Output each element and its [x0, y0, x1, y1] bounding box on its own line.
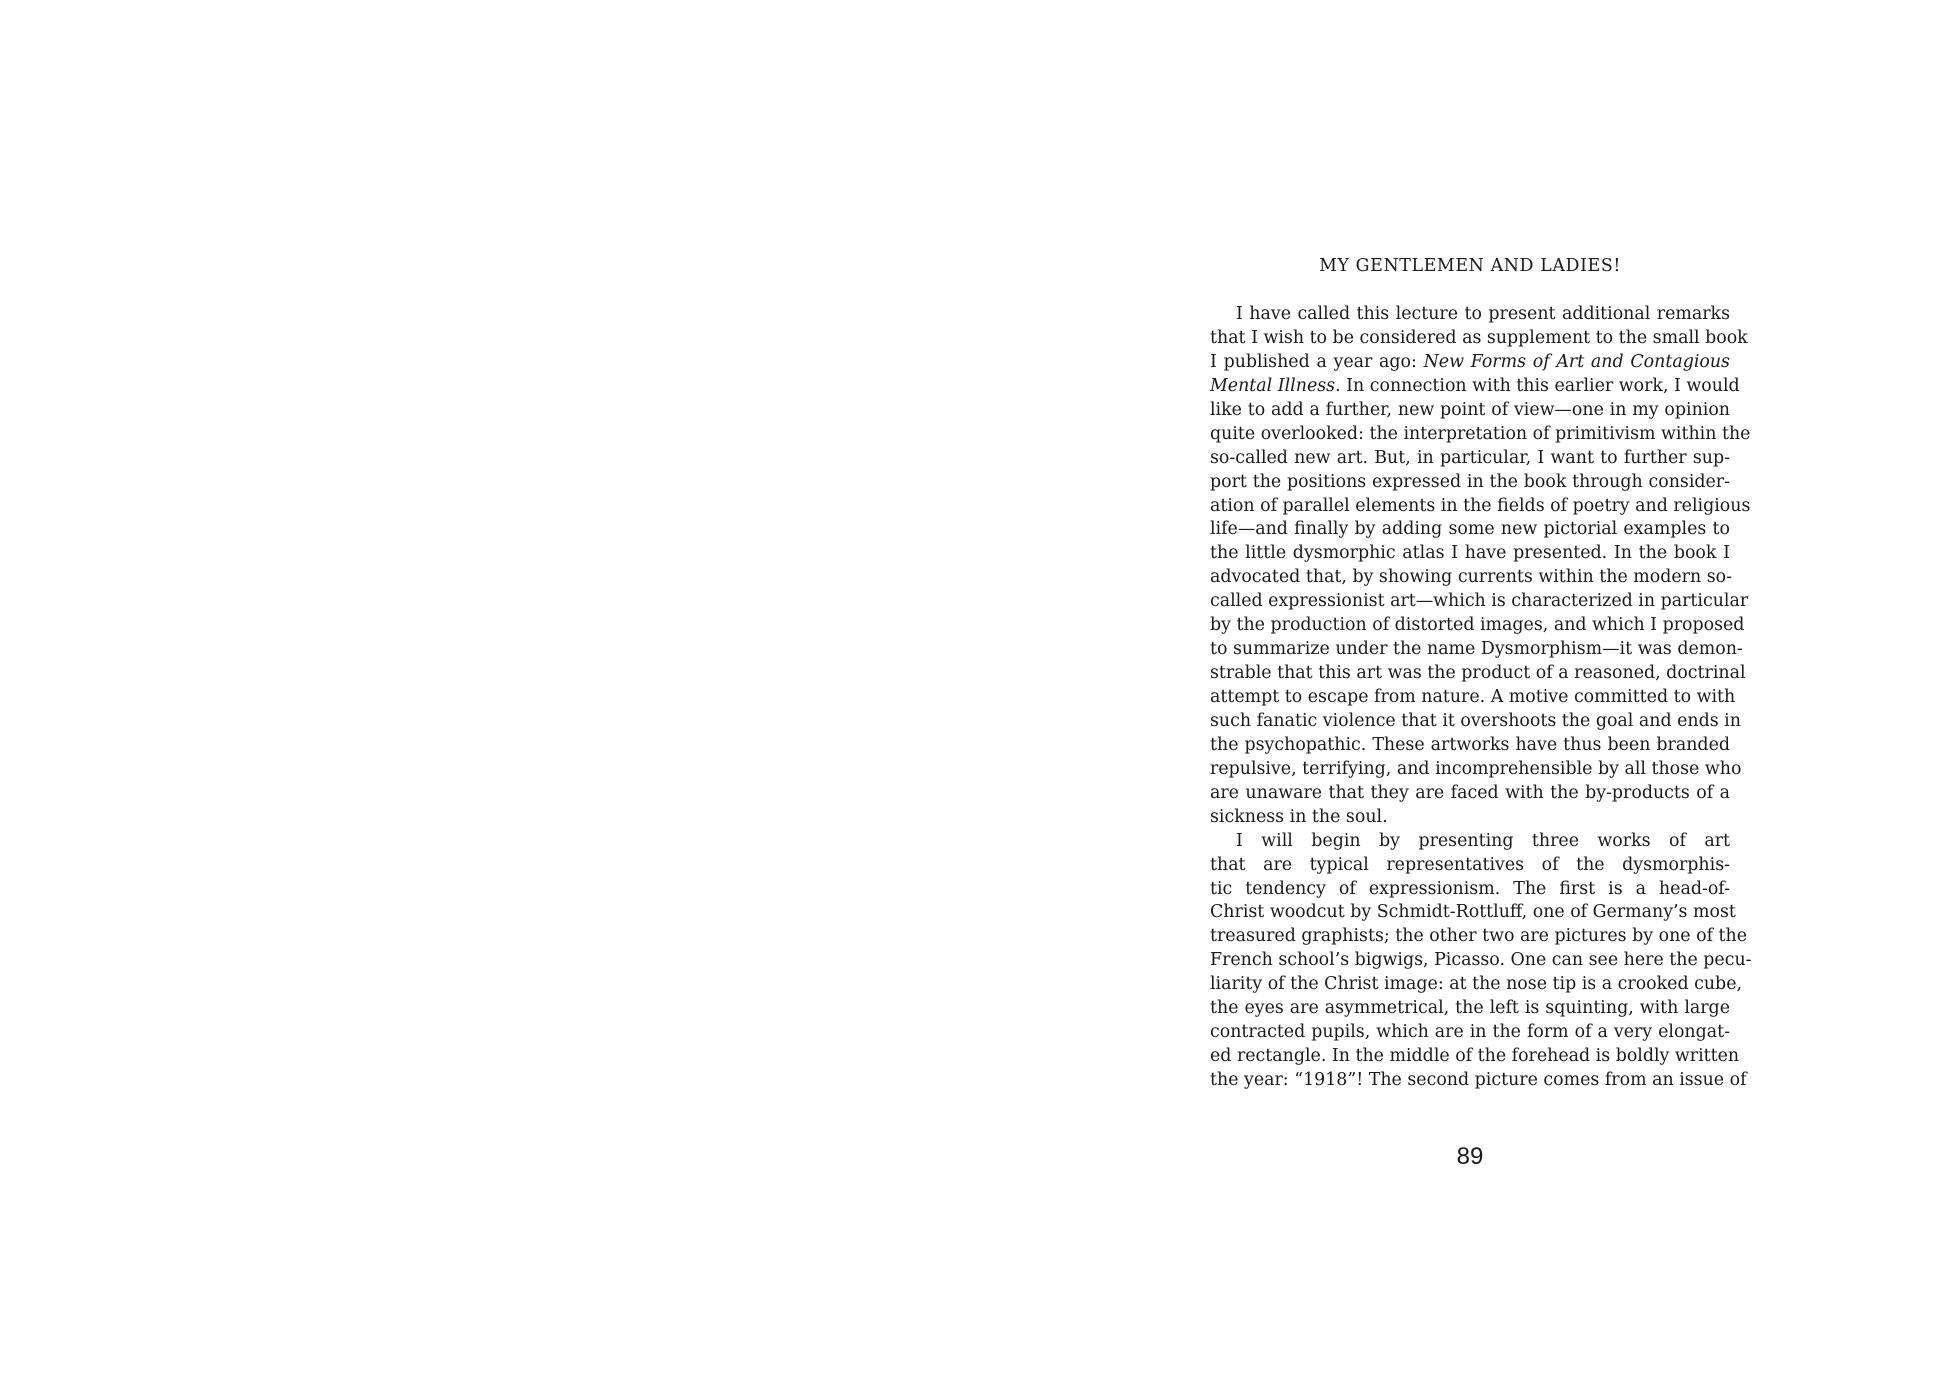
text-line — [1210, 854, 1730, 878]
right-page — [973, 0, 1946, 1382]
line-text: advocated that, by showing currents within the modern so- — [1210, 567, 1732, 588]
text-line — [1210, 614, 1745, 638]
chapter-heading: MY GENTLEMEN AND LADIES! — [1319, 256, 1621, 276]
text-line — [1210, 949, 1752, 973]
line-text: ed rectangle. In the middle of the forehead is boldly written — [1210, 1046, 1740, 1067]
line-text: to summarize under the name Dysmorphism—it was demon- — [1210, 639, 1743, 660]
text-line — [1210, 399, 1730, 423]
line-text: port the positions expressed in the book through consider- — [1210, 471, 1730, 492]
line-text: called expressionist art—which is characterized in particular — [1210, 591, 1749, 612]
text-line — [1210, 878, 1730, 902]
line-text: like to add a further, new point of view—one in my opinion — [1210, 399, 1730, 420]
text-line — [1210, 447, 1730, 471]
text-line — [1210, 495, 1751, 519]
line-text: strable that this art was the product of a reasoned, doctrinal — [1210, 663, 1746, 684]
line-text: are unaware that they are faced with the by-products of a — [1210, 782, 1730, 803]
text-line — [1210, 327, 1748, 351]
line-text-after: . In connection with this earlier work, I would — [1335, 375, 1740, 396]
line-text: contracted pupils, which are in the form of a very elongat- — [1210, 1022, 1730, 1043]
line-text: by the production of distorted images, and which I proposed — [1210, 615, 1745, 636]
body-text — [1210, 303, 1752, 1093]
text-line — [1210, 806, 1730, 830]
text-line — [1210, 1069, 1747, 1093]
book-title-italic: New Forms of Art and Contagious — [1423, 351, 1730, 372]
line-text: the little dysmorphic atlas I have presented. In the book I — [1210, 543, 1730, 564]
text-line — [1210, 901, 1736, 925]
line-text: the psychopathic. These artworks have thus been branded — [1210, 734, 1730, 755]
book-title-italic: Mental Illness — [1210, 375, 1336, 396]
line-text: that are typical representatives of the dysmorphis- — [1210, 854, 1730, 875]
line-text: the eyes are asymmetrical, the left is squinting, with large — [1210, 998, 1730, 1019]
text-line — [1210, 542, 1730, 566]
text-line — [1210, 973, 1743, 997]
line-text: I will begin by presenting three works of art — [1236, 830, 1730, 851]
text-line — [1210, 303, 1730, 327]
line-text: ation of parallel elements in the fields of poetry and religious — [1210, 495, 1751, 516]
text-line — [1210, 590, 1749, 614]
text-line — [1210, 758, 1742, 782]
text-line — [1210, 710, 1741, 734]
page-number: 89 — [1456, 1143, 1484, 1170]
line-text: quite overlooked: the interpretation of primitivism within the — [1210, 423, 1751, 444]
line-text: French school’s bigwigs, Picasso. One can see here the pecu- — [1210, 950, 1752, 971]
text-line — [1210, 638, 1743, 662]
text-line — [1210, 997, 1730, 1021]
line-text: that I wish to be considered as supplement to the small book — [1210, 327, 1748, 348]
text-line — [1210, 925, 1748, 949]
text-line — [1210, 351, 1730, 375]
line-text: life—and finally by adding some new pictorial examples to — [1210, 519, 1730, 540]
line-text: repulsive, terrifying, and incomprehensible by all those who — [1210, 758, 1742, 779]
line-text: treasured graphists; the other two are pictures by one of the — [1210, 926, 1748, 947]
text-line — [1210, 375, 1740, 399]
text-line — [1210, 1045, 1740, 1069]
text-line — [1210, 662, 1746, 686]
text-line — [1210, 566, 1730, 590]
text-line — [1210, 471, 1730, 495]
text-line — [1210, 423, 1751, 447]
text-line — [1210, 734, 1730, 758]
line-text: the year: “1918”! The second picture comes from an issue of — [1210, 1070, 1747, 1090]
line-text: so-called new art. But, in particular, I want to further sup- — [1210, 447, 1730, 468]
text-line — [1210, 830, 1730, 854]
text-line — [1210, 782, 1730, 806]
line-text: such fanatic violence that it overshoots the goal and ends in — [1210, 710, 1741, 731]
line-text: liarity of the Christ image: at the nose tip is a crooked cube, — [1210, 974, 1743, 995]
line-text: attempt to escape from nature. A motive committed to with — [1210, 687, 1736, 707]
line-text: tic tendency of expressionism. The first is a head-of- — [1210, 878, 1730, 899]
text-line — [1210, 686, 1736, 710]
line-text: sickness in the soul. — [1210, 806, 1388, 827]
line-text: Christ woodcut by Schmidt-Rottluff, one of Germany’s most — [1210, 902, 1736, 923]
text-line — [1210, 518, 1730, 542]
text-line — [1210, 1021, 1730, 1045]
line-text: I have called this lecture to present additional remarks — [1236, 304, 1730, 324]
line-text: I published a year ago: — [1210, 351, 1424, 372]
